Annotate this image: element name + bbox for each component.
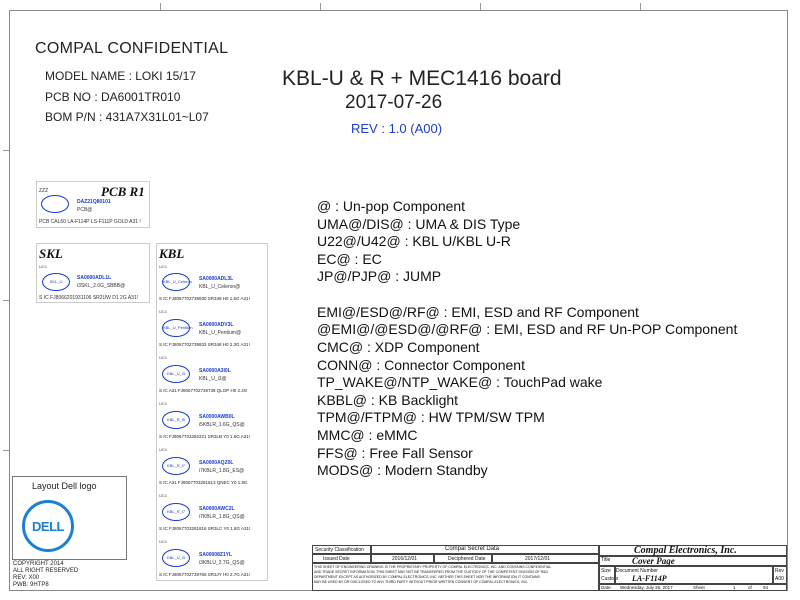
- pcb-symbol: [41, 195, 69, 213]
- pcb-title: PCB R1: [101, 184, 145, 199]
- kbl-symbol: [162, 273, 190, 291]
- legend-line: @ : Un-pop Component: [317, 198, 466, 214]
- kbl-symbol: [162, 365, 190, 383]
- kbl-tag: i7KBLR_1.8G_ES@: [199, 468, 245, 474]
- deciphered-value: 2017/12/01: [525, 556, 551, 562]
- legend-line: EC@ : EC: [317, 251, 382, 267]
- legend-line: KBBL@ : KB Backlight: [317, 392, 459, 408]
- kbl-part-number: SA0000AQZ0L: [199, 460, 234, 466]
- frame-tick: [3, 300, 9, 301]
- legend-line: UMA@/DIS@ : UMA & DIS Type: [317, 216, 521, 232]
- kbl-part-number: SA0000AWB0L: [199, 414, 235, 420]
- kbl-ref: UC1: [159, 401, 168, 406]
- kbl-symbol-label: KBL_U_Pentium: [163, 325, 193, 330]
- model-name: MODEL NAME : LOKI 15/17: [45, 69, 196, 83]
- legend-line: @EMI@/@ESD@/@RF@ : EMI, ESD and RF Un-POP Component: [317, 321, 738, 337]
- legend-line: CMC@ : XDP Component: [317, 339, 480, 355]
- doc-number: LA-F114P: [632, 574, 667, 583]
- rev-label: Rev: [775, 568, 784, 574]
- date-label: Date:: [601, 585, 612, 590]
- kbl-ref: UC1: [159, 309, 168, 314]
- of-label: of: [748, 585, 752, 590]
- legend-line: MODS@ : Modern Standby: [317, 462, 488, 478]
- kbl-title: KBL: [159, 246, 185, 261]
- kbl-ref: UC1: [159, 355, 168, 360]
- kbl-ref: UC1: [159, 264, 168, 269]
- rights: ALL RIGHT RESERVED: [13, 568, 79, 574]
- size-value: Custom: [601, 576, 619, 582]
- pwb-number: PWB: 9HTP8: [13, 582, 49, 588]
- kbl-block: [156, 243, 268, 581]
- legend-line: FFS@ : Free Fall Sensor: [317, 445, 473, 461]
- kbl-symbol: [162, 549, 190, 567]
- kbl-description: S IC A31 FJ8067702739738 QLOP H0 2.4G: [159, 388, 248, 393]
- pcb-ref: ZZZ: [39, 188, 49, 194]
- disclaimer-line: MAY BE USED BY OR DISCLOSED TO ANY THIRD PARTY WITHOUT PRIOR WRITTEN CONSENT OF COMPAL ELECTRONICS, INC.: [314, 580, 529, 584]
- skl-symbol: [42, 273, 70, 291]
- kbl-symbol: [162, 411, 190, 429]
- kbl-symbol-label: KBL_R_i7: [166, 509, 185, 514]
- legend-line: U22@/U42@ : KBL U/KBL U-R: [317, 233, 511, 249]
- copyright: COPYRIGHT 2014: [13, 561, 64, 567]
- doc-label: Document Number: [616, 568, 658, 574]
- sheet-label: Sheet: [693, 585, 705, 590]
- kbl-part-number: SA0000ADV3L: [199, 322, 234, 328]
- kbl-tag: KBL_U_Pentium@: [199, 330, 242, 336]
- kbl-description: S IC FJ8067702739765 SR3JY H0 2.7G A31!: [159, 572, 250, 577]
- kbl-part-number: SA0000AWC2L: [199, 506, 235, 512]
- disclaimer-line: DEPARTMENT EXCEPT AS AUTHORIZED BY COMPAL ELECTRONICS, INC. NEITHER THIS SHEET NOR THE INFORMATION IT CONTAINS: [314, 575, 540, 579]
- legend-line: MMC@ : eMMC: [317, 427, 418, 443]
- board-revision: REV : 1.0 (A00): [351, 121, 443, 136]
- company-name: Compal Electronics, Inc.: [634, 545, 737, 556]
- legend-line: TPM@/FTPM@ : HW TPM/SW TPM: [317, 409, 545, 425]
- kbl-tag: KBL_U_i3@: [199, 376, 227, 382]
- kbl-tag: i5KBLR_1.6G_QS@: [199, 422, 245, 428]
- logo-label: Layout Dell logo: [32, 481, 97, 491]
- pcb-block: [36, 181, 150, 228]
- skl-tag: i3SKL_2.0G_SBBB@: [77, 283, 126, 289]
- pcb-part-number: DAZ21Q80101: [77, 199, 111, 205]
- kbl-ref: UC1: [159, 447, 168, 452]
- skl-symbol-label: SKL_U: [49, 279, 63, 284]
- pcb-description: PCB CAL60 LA-F114P LS-F111P GOLD A31 !: [39, 219, 141, 225]
- skl-part-number: SA0000ADL1L: [77, 275, 112, 281]
- pcb-number: PCB NO : DA6001TR010: [45, 90, 181, 104]
- kbl-tag: KBL_U_Celeron@: [199, 284, 241, 290]
- title-label: Title: [601, 557, 611, 563]
- kbl-symbol: [162, 319, 193, 337]
- divider: [433, 554, 435, 563]
- kbl-description: S IC FJ8067703281816 SR3LC Y0 1.8G A31!: [159, 526, 251, 531]
- kbl-symbol: [162, 503, 190, 521]
- legend-line: TP_WAKE@/NTP_WAKE@ : TouchPad wake: [317, 374, 603, 390]
- deciphered-label: Deciphered Date: [448, 556, 486, 562]
- board-title: KBL-U & R + MEC1416 board: [282, 67, 562, 90]
- legend-line: JP@/PJP@ : JUMP: [317, 268, 442, 284]
- total-sheets: 94: [763, 585, 769, 590]
- title-row: [599, 556, 787, 566]
- kbl-description: S IC FJ8067703282221 SR3LB Y0 1.6G A31!: [159, 434, 250, 439]
- disclaimer-line: THIS SHEET OF ENGINEERING DRAWING IS THE PROPRIETARY PROPERTY OF COMPAL ELECTRONICS, INC. AND CONTAINS CONFIDENTIAL: [314, 565, 552, 569]
- issued-value: 2016/12/01: [392, 556, 418, 562]
- sheet-value: 1: [733, 585, 736, 590]
- kbl-part-number: SA0000ADL3L: [199, 276, 234, 282]
- rev-value: A00: [775, 576, 784, 582]
- kbl-description: S IC A31 FJ8067703281813 QNEC Y0 1.8G: [159, 480, 248, 485]
- legend-line: CONN@ : Connector Component: [317, 357, 525, 373]
- dell-logo-text: DELL: [32, 518, 64, 534]
- kbl-part-number: SA00008Z1YL: [199, 552, 233, 558]
- kbl-symbol-label: KBL_R_i7: [166, 463, 185, 468]
- frame-tick: [3, 150, 9, 151]
- divider: [772, 566, 774, 584]
- kbl-tag: i7KBLR_1.8G_QS@: [199, 514, 245, 520]
- kbl-symbol-label: KBL_U_Celeron: [163, 279, 192, 284]
- skl-ref: UC1: [39, 264, 48, 269]
- frame-tick: [640, 3, 641, 10]
- frame-tick: [480, 3, 481, 10]
- skl-title: SKL: [39, 246, 63, 261]
- kbl-ref: UC1: [159, 493, 168, 498]
- bom-part-number: BOM P/N : 431A7X31L01~L07: [45, 110, 209, 124]
- page-title: Cover Page: [632, 556, 675, 566]
- kbl-part-number: SA0000A3I0L: [199, 368, 231, 374]
- kbl-symbol-label: KBL_U_i3: [166, 371, 185, 376]
- legend-line: EMI@/ESD@/RF@ : EMI, ESD and RF Component: [317, 304, 639, 320]
- kbl-tag: i3KBLU_2.7G_QS@: [199, 560, 245, 566]
- frame-tick: [160, 3, 161, 10]
- frame-tick: [320, 3, 321, 10]
- kbl-description: S IC FJ8067702739930 SR349 H0 1.6G A31!: [159, 296, 250, 301]
- kbl-symbol: [162, 457, 190, 475]
- size-label: Size: [601, 568, 611, 574]
- kbl-symbol-label: KBL_R_i5: [166, 417, 185, 422]
- logo-rev: REV: X00: [13, 575, 40, 581]
- frame-tick: [3, 450, 9, 451]
- security-label: Security Classification: [315, 547, 364, 553]
- kbl-ref: UC1: [159, 539, 168, 544]
- dell-logo-icon: [22, 500, 74, 552]
- pcb-tag: PCB@: [77, 207, 93, 213]
- confidential-label: COMPAL CONFIDENTIAL: [35, 40, 229, 57]
- kbl-symbol-label: KBL_U_i3: [166, 555, 185, 560]
- skl-block: [36, 243, 150, 303]
- issued-label: Issued Date: [323, 556, 350, 562]
- divider: [491, 554, 493, 563]
- kbl-description: S IC FJ8067702739933 SR348 H0 2.3G A31!: [159, 342, 250, 347]
- disclaimer-line: AND TRADE SECRET INFORMATION. THIS SHEET MAY NOT BE TRANSFERED FROM THE CUSTODY OF THE COMPETENT DIVISION OF R&D: [314, 570, 549, 574]
- security-value: Compal Secret Data: [445, 546, 500, 552]
- date-value: Wednesday, July 26, 2017: [620, 585, 673, 590]
- skl-description: S IC FJ8066201931106 SR2UW D1 2G A31!: [39, 295, 139, 301]
- board-date: 2017-07-26: [345, 92, 443, 113]
